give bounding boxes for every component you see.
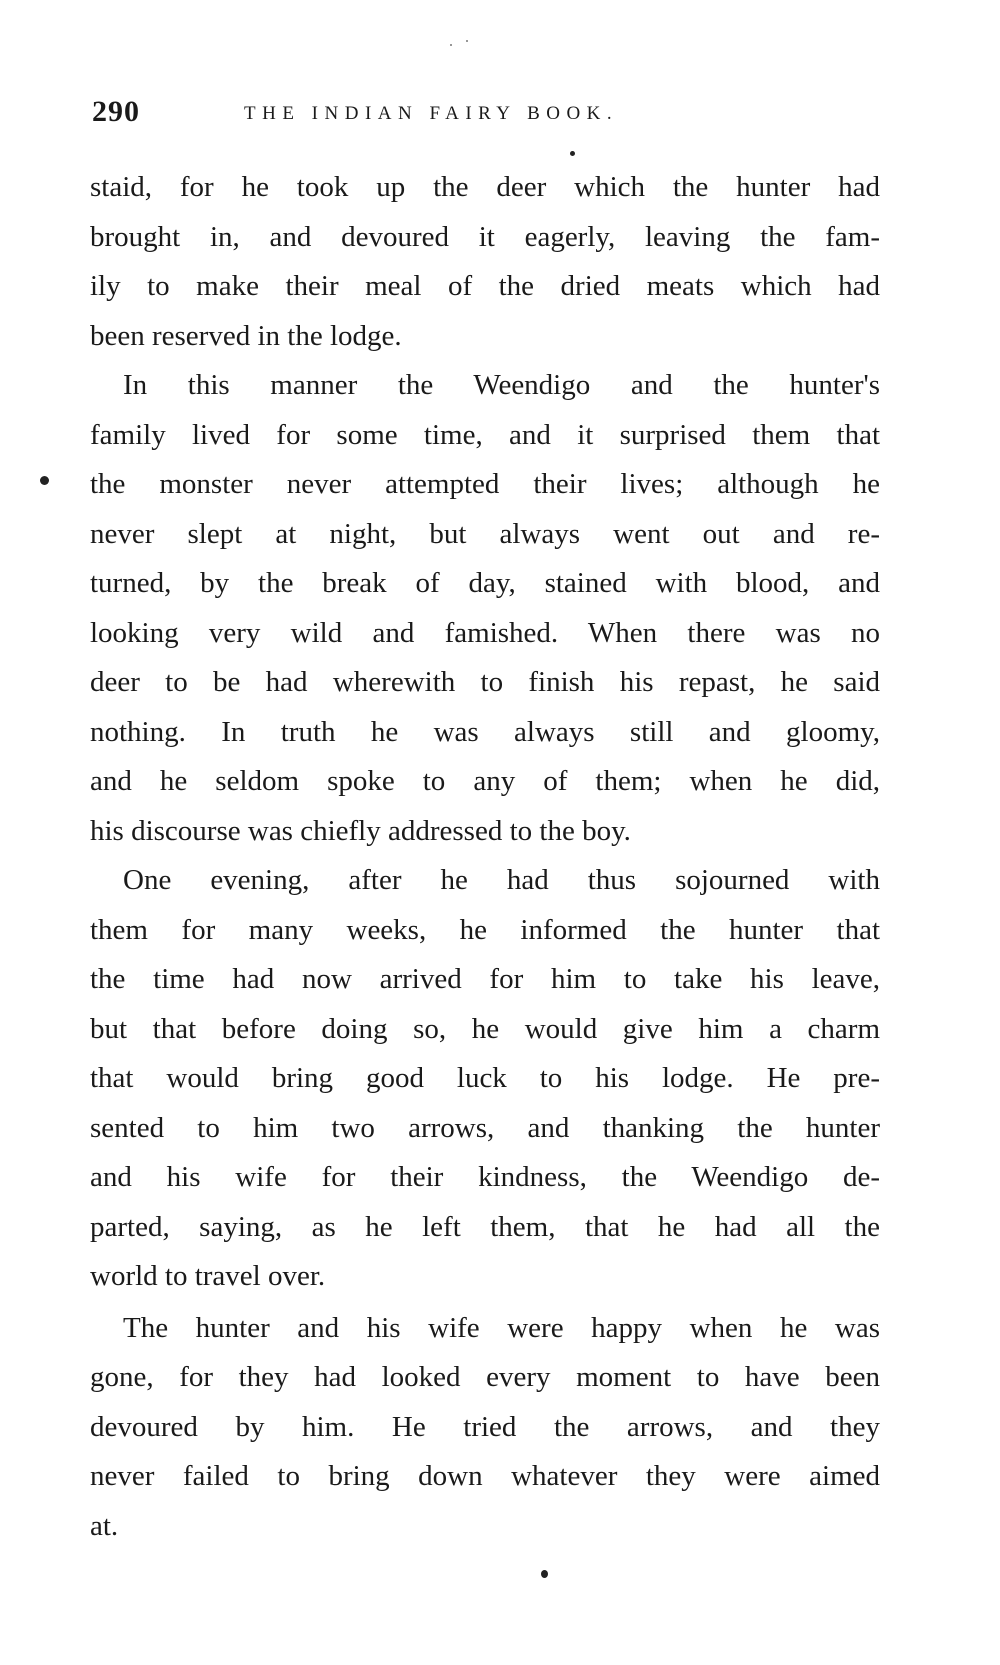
text-line: staid, for he took up the deer which the hunter had <box>90 171 880 203</box>
text-line: looking very wild and famished. When there was no <box>90 616 880 649</box>
text-line: In this manner the Weendigo and the hunter's <box>123 369 880 401</box>
text-line: family lived for some time, and it surprised them that <box>90 418 880 451</box>
text-line: devoured by him. He tried the arrows, and they <box>90 1410 880 1443</box>
text-line: and his wife for their kindness, the Weendigo de- <box>90 1161 880 1193</box>
text-line: his discourse was chiefly addressed to the boy. <box>90 814 631 847</box>
text-line: The hunter and his wife were happy when he was <box>123 1311 880 1344</box>
paragraph <box>90 1304 880 1552</box>
ink-speck <box>466 40 468 42</box>
ink-speck <box>450 44 452 46</box>
paragraph <box>90 361 880 856</box>
text-line: that would bring good luck to his lodge. He pre- <box>90 1062 880 1094</box>
body-text <box>90 163 880 1551</box>
text-line: the time had now arrived for him to take his leave, <box>90 963 880 995</box>
paragraph <box>90 163 880 361</box>
text-line: world to travel over. <box>90 1260 326 1292</box>
page-number: 290 <box>92 95 140 128</box>
text-line: sented to him two arrows, and thanking the hunter <box>90 1111 880 1144</box>
text-line: at. <box>90 1509 119 1542</box>
ink-speck <box>40 476 49 485</box>
text-line: One evening, after he had thus sojourned with <box>123 864 880 896</box>
text-line: brought in, and devoured it eagerly, leaving the fam- <box>90 220 880 253</box>
ink-speck <box>570 151 575 156</box>
page-header <box>92 95 912 135</box>
text-line: ily to make their meal of the dried meats which had <box>90 270 880 302</box>
text-line: never failed to bring down whatever they were aimed <box>90 1460 880 1492</box>
ink-speck <box>541 1570 548 1578</box>
text-line: parted, saying, as he left them, that he had all the <box>90 1210 880 1243</box>
text-line: been reserved in the lodge. <box>90 319 402 352</box>
paragraph <box>90 856 880 1302</box>
text-line: them for many weeks, he informed the hunter that <box>90 913 880 946</box>
text-line: gone, for they had looked every moment to have been <box>90 1361 880 1393</box>
text-line: the monster never attempted their lives; although he <box>90 468 880 500</box>
text-line: and he seldom spoke to any of them; when he did, <box>90 765 880 797</box>
text-line: never slept at night, but always went out and re- <box>90 517 880 550</box>
text-line: turned, by the break of day, stained with blood, and <box>90 567 880 599</box>
text-line: deer to be had wherewith to finish his repast, he said <box>90 666 880 698</box>
running-title: THE INDIAN FAIRY BOOK. <box>244 103 619 124</box>
text-line: nothing. In truth he was always still and gloomy, <box>90 715 880 748</box>
text-line: but that before doing so, he would give him a charm <box>90 1012 880 1045</box>
